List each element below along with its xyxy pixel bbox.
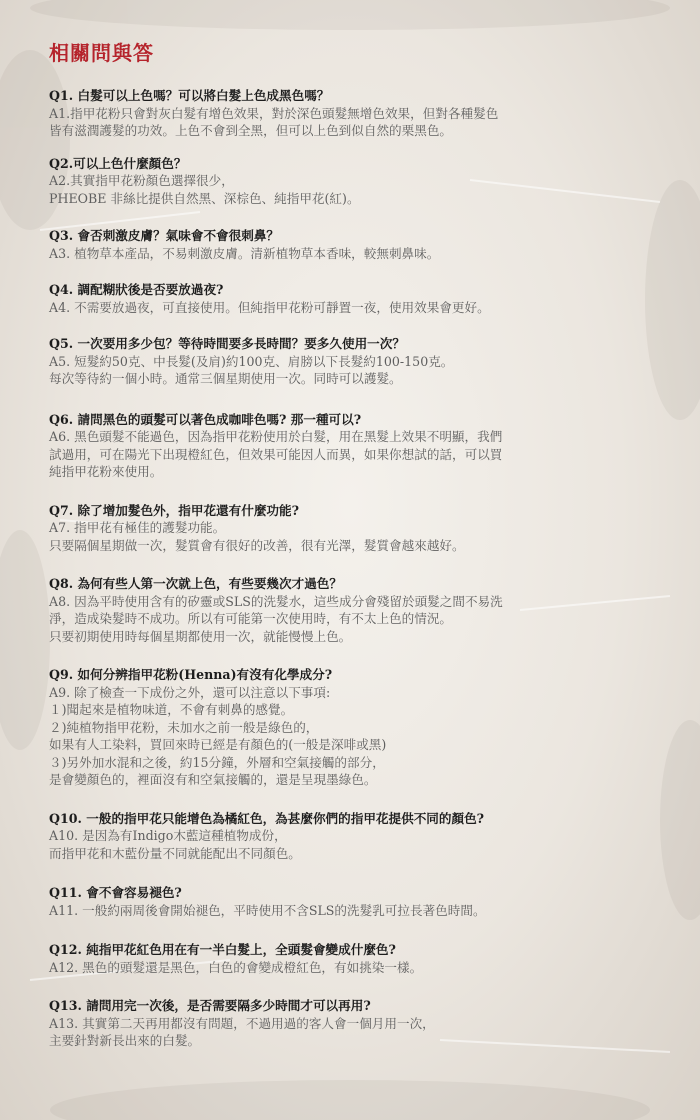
faq-answer-line: A3. 植物草本產品，不易刺激皮膚。清新植物草本香味，較無刺鼻味。: [49, 245, 440, 261]
faq-answer-line: A13. 其實第二天再用都沒有問題，不過用過的客人會一個月用一次，: [49, 1015, 435, 1031]
faq-answer-line: ３)另外加水混和之後，約15分鐘，外層和空氣接觸的部分，: [49, 754, 385, 770]
faq-question: Q10. 一般的指甲花只能增色為橘紅色，為甚麼你們的指甲花提供不同的顏色?: [49, 810, 485, 826]
faq-item-5: [49, 335, 669, 388]
faq-item-9: [49, 666, 669, 789]
faq-answer-line: A11. 一般約兩周後會開始褪色，平時使用不含SLS的洗髮乳可拉長著色時間。: [49, 902, 486, 918]
faq-answer-line: A9. 除了檢查一下成份之外，還可以注意以下事項:: [49, 684, 331, 700]
faq-answer-line: A5. 短髮約50克、中長髮(及肩)約100克、肩膀以下長髮約100-150克。: [49, 353, 454, 369]
faq-answer-line: ２)純植物指甲花粉，未加水之前一般是綠色的，: [49, 719, 319, 735]
faq-answer-line: 只要初期使用時每個星期都使用一次，就能慢慢上色。: [49, 628, 352, 644]
faq-answer-line: 主要針對新長出來的白髮。: [49, 1033, 201, 1048]
faq-answer-line: 純指甲花粉來使用。: [49, 464, 163, 479]
faq-answer-line: A6. 黑色頭髮不能過色，因為指甲花粉使用於白髮，用在黑髮上效果不明顯，我們: [49, 429, 503, 444]
faq-answer-line: A2.其實指甲花粉顏色選擇很少，: [49, 173, 234, 188]
page-title: 相關問與答: [49, 41, 154, 65]
faq-question: Q4. 調配糊狀後是否要放過夜?: [49, 282, 224, 297]
faq-page: [49, 38, 669, 1050]
faq-item-10: [49, 810, 669, 863]
faq-answer-line: A4. 不需要放過夜，可直接使用。但純指甲花粉可靜置一夜，使用效果會更好。: [49, 299, 490, 315]
faq-question: Q8. 為何有些人第一次就上色，有些要幾次才過色？: [49, 576, 342, 591]
faq-question: Q6. 請問黑色的頭髮可以著色成咖啡色嗎? 那一種可以?: [49, 411, 362, 427]
faq-answer-line: 而指甲花和木藍份量不同就能配出不同顏色。: [49, 845, 301, 861]
faq-item-12: [49, 941, 669, 976]
faq-question: Q13. 請問用完一次後，是否需要隔多少時間才可以再用?: [49, 998, 371, 1013]
faq-answer-line: 如果有人工染料，買回來時已經是有顏色的(一般是深啡或黑): [49, 737, 387, 752]
faq-answer-line: A1.指甲花粉只會對灰白髮有增色效果，對於深色頭髮無增色效果，但對各種髮色: [49, 105, 499, 121]
faq-answer-line: 皆有滋潤護髮的功效。上色不會到全黑，但可以上色到似自然的栗黑色。: [49, 123, 452, 138]
faq-answer-line: PHEOBE 非絲比提供自然黑、深棕色、純指甲花(紅)。: [49, 190, 360, 206]
faq-item-8: [49, 575, 669, 645]
faq-question: Q2.可以上色什麼顏色？: [49, 155, 187, 171]
faq-question: Q5. 一次要用多少包？等待時間要多長時間？要多久使用一次？: [49, 336, 405, 351]
faq-question: Q7. 除了增加髮色外，指甲花還有什麼功能?: [49, 502, 299, 518]
faq-question: Q9. 如何分辨指甲花粉(Henna)有沒有化學成分?: [49, 667, 333, 682]
faq-answer-line: A12. 黑色的頭髮還是黑色，白色的會變成橙紅色，有如挑染一樣。: [49, 959, 423, 975]
faq-question: Q11. 會不會容易褪色?: [49, 885, 182, 900]
faq-answer-line: １)聞起來是植物味道，不會有刺鼻的感覺。: [49, 702, 294, 717]
faq-question: Q1. 白髮可以上色嗎？可以將白髮上色成黑色嗎？: [49, 88, 330, 103]
faq-answer-line: 只要隔個星期做一次，髮質會有很好的改善，很有光澤，髮質會越來越好。: [49, 537, 465, 553]
faq-answer-line: A8. 因為平時使用含有的矽靈或SLS的洗髮水，這些成分會殘留於頭髮之間不易洗: [49, 593, 503, 609]
faq-item-3: [49, 227, 669, 262]
faq-answer-line: 試過用，可在陽光下出現橙紅色，但效果可能因人而異，如果你想試的話，可以買: [49, 446, 503, 462]
faq-answer-line: A7. 指甲花有極佳的護髮功能。: [49, 520, 226, 535]
faq-question: Q12. 純指甲花紅色用在有一半白髮上，全頭髮會變成什麼色?: [49, 942, 396, 957]
faq-item-11: [49, 884, 669, 919]
faq-item-6: [49, 411, 669, 481]
faq-answer-line: 是會變顏色的，裡面沒有和空氣接觸的，還是呈現墨綠色。: [49, 772, 377, 787]
faq-item-4: [49, 281, 669, 316]
faq-item-1: [49, 87, 669, 140]
faq-answer-line: A10. 是因為有Indigo木藍這種植物成份，: [49, 828, 287, 843]
faq-question: Q3. 會否刺激皮膚？氣味會不會很刺鼻？: [49, 228, 280, 243]
faq-answer-line: 淨，造成染髮時不成功。所以有可能第一次使用時，有不太上色的情況。: [49, 611, 452, 626]
faq-item-13: [49, 997, 669, 1050]
faq-answer-line: 每次等待約一個小時。通常三個星期使用一次。同時可以護髮。: [49, 371, 402, 386]
faq-item-7: [49, 502, 669, 555]
faq-item-2: [49, 155, 669, 208]
